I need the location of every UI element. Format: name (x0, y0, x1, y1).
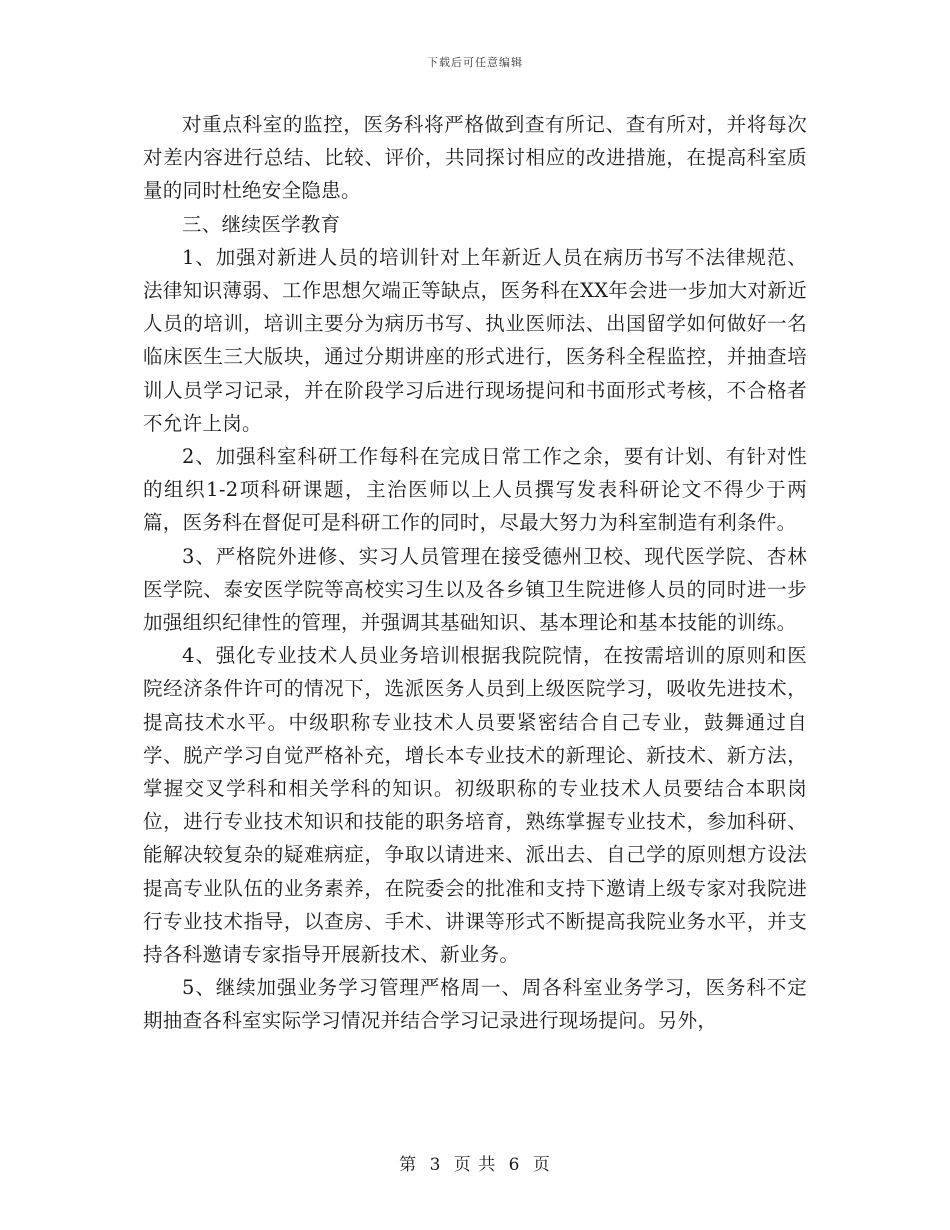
paragraph-research-work: 2、加强科室科研工作每科在完成日常工作之余，要有计划、有针对性的组织1-2项科研课题，主治医师以上人员撰写发表科研论文不得少于两篇，医务科在督促可是科研工作的同时，尽最大努力为科室制造有利条件。 (143, 445, 807, 535)
page-footer (0, 1150, 950, 1175)
footer-suffix: 页 (532, 1155, 551, 1175)
footer-prefix: 第 (399, 1155, 418, 1175)
footer-page-number: 3 (429, 1155, 442, 1175)
paragraph-new-staff-training: 1、加强对新进人员的培训针对上年新近人员在病历书写不法律规范、法律知识薄弱、工作思想欠端正等缺点，医务科在XX年会进一步加大对新近人员的培训，培训主要分为病历书写、执业医师法、出国留学如何做好一名临床医生三大版块，通过分期讲座的形式进行，医务科全程监控，并抽查培训人员学习记录，并在阶段学习后进行现场提问和书面形式考核，不合格者不允许上岗。 (143, 245, 807, 435)
paragraph-professional-training: 4、强化专业技术人员业务培训根据我院院情，在按需培训的原则和医院经济条件许可的情况下，选派医务人员到上级医院学习，吸收先进技术，提高技术水平。中级职称专业技术人员要紧密结合自己专业，鼓舞通过自学、脱产学习自觉严格补充，增长本专业技术的新理论、新技术、新方法，掌握交叉学科和相关学科的知识。初级职称的专业技术人员要结合本职岗位，进行专业技术知识和技能的职务培育，熟练掌握专业技术，参加科研、能解决较复杂的疑难病症，争取以请进来、派出去、自己学的原则想方设法提高专业队伍的业务素养，在院委会的批准和支持下邀请上级专家对我院进行专业技术指导，以查房、手术、讲课等形式不断提高我院业务水平，并支持各科邀请专家指导开展新技术、新业务。 (143, 644, 807, 967)
paragraph-monitoring: 对重点科室的监控，医务科将严格做到查有所记、查有所对，并将每次对差内容进行总结、比较、评价，共同探讨相应的改进措施，在提高科室质量的同时杜绝安全隐患。 (143, 113, 807, 203)
section-heading-continuing-education: 三、继续医学教育 (182, 212, 341, 236)
paragraph-business-study: 5、继续加强业务学习管理严格周一、周各科室业务学习，医务科不定期抽查各科室实际学习情况并结合学习记录进行现场提问。另外， (143, 976, 807, 1033)
footer-mid: 页 共 (453, 1155, 497, 1175)
page-header: 下载后可任意编辑 (427, 56, 523, 69)
footer-total-pages: 6 (508, 1155, 521, 1175)
document-body (143, 108, 807, 1038)
paragraph-intern-management: 3、严格院外进修、实习人员管理在接受德州卫校、现代医学院、杏林医学院、泰安医学院等高校实习生以及各乡镇卫生院进修人员的同时进一步加强组织纪律性的管理，并强调其基础知识、基本理论和基本技能的训练。 (143, 544, 807, 635)
